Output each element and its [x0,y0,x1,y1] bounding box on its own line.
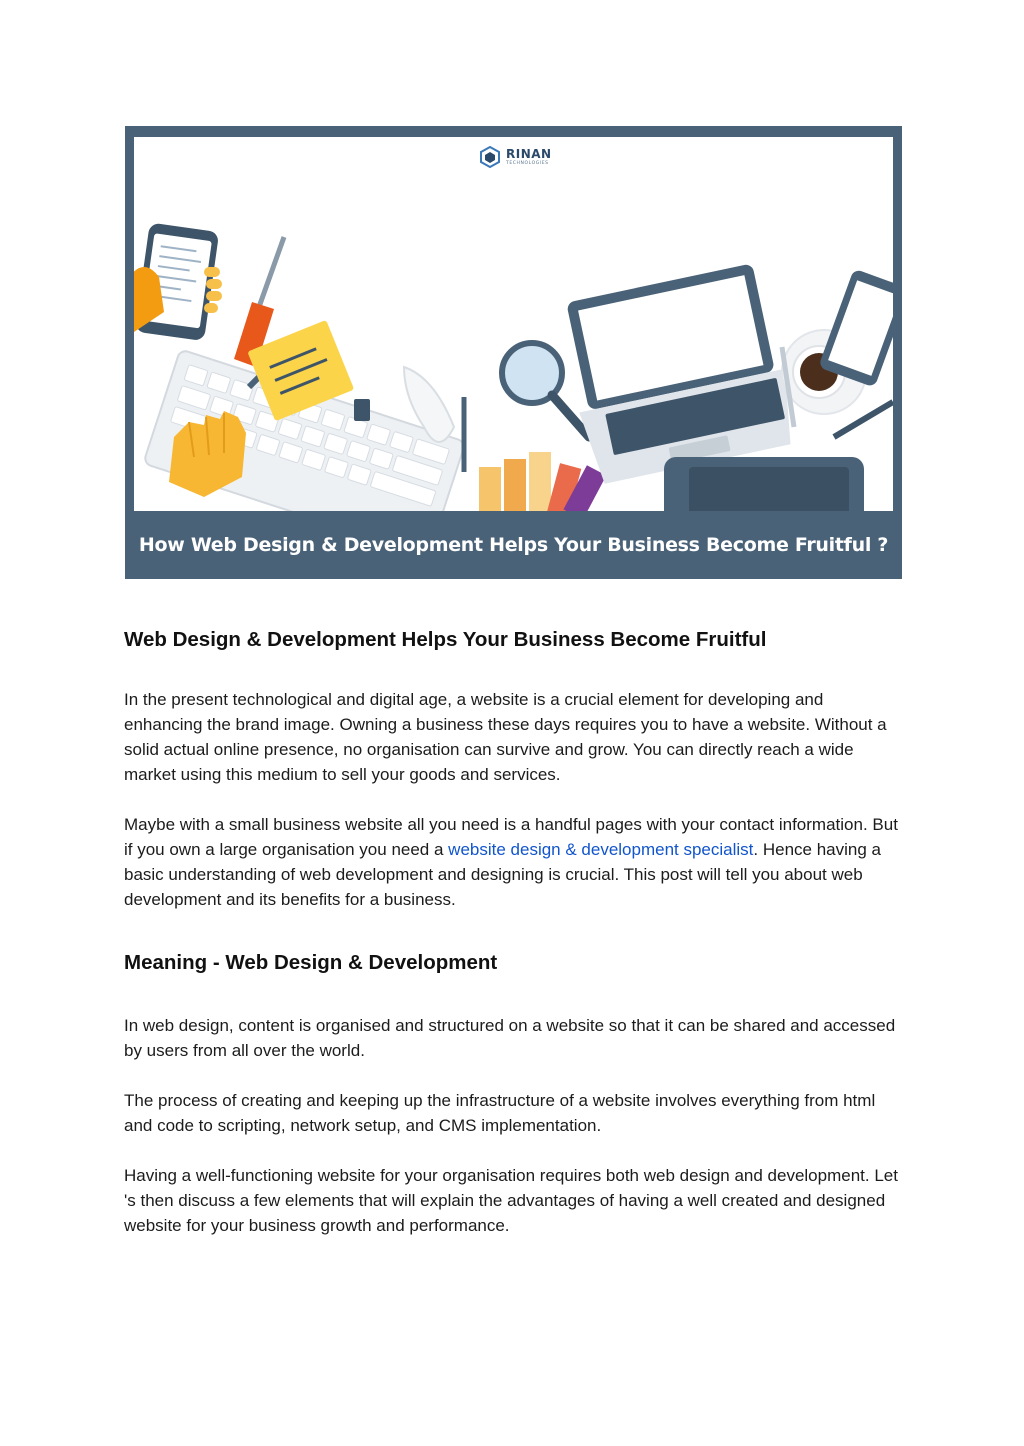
tablet-icon [818,268,893,387]
memory-card-icon [354,399,370,421]
specialist-paragraph [124,812,904,912]
laptop-icon [556,261,800,486]
conclusion-paragraph: Having a well-functioning website for your organisation requires both web design and development. Let 's then discuss a few elements that will explain the advantages of having a well created and designed website for your business growth and performance. [124,1166,898,1235]
section-heading: Meaning - Web Design & Development [124,951,498,974]
specialist-link[interactable]: website design & development specialist [448,840,754,859]
web-design-paragraph: In web design, content is organised and structured on a website so that it can be shared and accessed by users from all over the world. [124,1016,896,1060]
web-development-paragraph: The process of creating and keeping up the infrastructure of a website involves everything from html and code to scripting, network setup, and CMS implementation. [124,1091,876,1135]
workspace-illustration [134,137,893,511]
magnifier-icon [502,343,589,437]
article-body [124,626,904,1238]
brand-logo [479,146,552,168]
logo-cube-icon [479,146,501,168]
graphics-tablet-icon [664,457,864,511]
color-swatches-icon [479,452,606,511]
hero-banner [125,126,902,579]
paragraph-text: Maybe with a small business website all you need is a handful pages with your contact information. But if you own a large organisation you need a [124,815,898,859]
logo-subtitle: TECHNOLOGIES [506,160,549,166]
hero-image-area [134,137,893,511]
intro-paragraph: In the present technological and digital age, a website is a crucial element for developing and enhancing the brand image. Owning a business these days requires you to have a website. Without a solid actual online presence, no organisation can survive and grow. You can directly reach a wide market using this medium to sell your goods and services. [124,690,887,784]
logo-name: RINAN [506,146,552,161]
article-title: Web Design & Development Helps Your Business Become Fruitful [124,628,767,651]
paragraph-text: . Hence having a basic understanding of web development and designing is crucial. This post will tell you about web development and its benefits for a business. [124,840,881,909]
hero-caption: How Web Design & Development Helps Your Business Become Fruitful ? [138,534,889,556]
